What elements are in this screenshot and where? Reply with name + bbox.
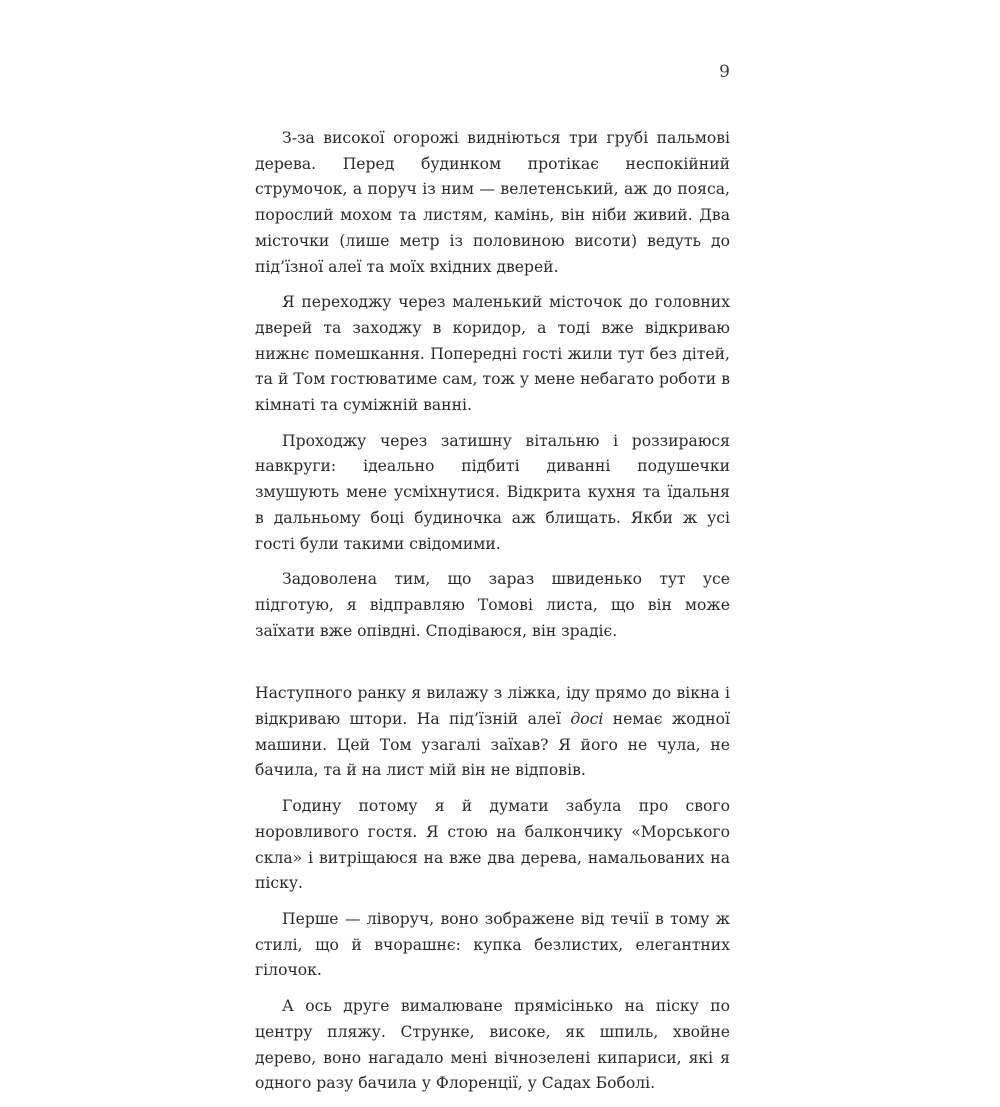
paragraph: Задоволена тим, що зараз швиденько тут усе підготую, я відправляю Томові листа, що він може заїхати вже опівдні. Сподіваюся, він зрадіє. (255, 570, 730, 640)
paragraph: Я переходжу через маленький місточок до головних дверей та заходжу в коридор, а тоді вже відкриваю нижнє помешкання. Попередні гості жили тут без дітей, та й Том гостюватиме сам, тож у мене небагато роботи в кімнаті та суміжній ванні. (255, 293, 730, 415)
body-text (255, 126, 730, 1107)
paragraph-scene-start (255, 681, 730, 784)
page-number: 9 (719, 62, 730, 82)
text-run: Наступного ранку я вилажу з ліжка, іду прямо до вікна і відкриваю штори. На під’їзній алеї (255, 684, 730, 729)
text-run: немає жодної машини. Цей Том узагалі заїхав? Я його не чула, не бачила, та й на лист мій він не відповів. (255, 710, 730, 780)
italic-text: досі (570, 710, 604, 729)
paragraph: Проходжу через затишну вітальню і роззираюся навкруги: ідеально підбиті диванні подушечки змушують мене усміхнутися. Відкрита кухня та їдальня в дальньому боці будиночка аж блищать. Якби ж усі гості були такими свідомими. (255, 431, 730, 553)
paragraph: Перше — ліворуч, воно зображене від течії в тому ж стилі, що й вчорашнє: купка безлистих, елегантних гілочок. (255, 909, 730, 980)
paragraph: А ось друге вималюване прямісінько на піску по центру пляжу. Струнке, високе, як шпиль, хвойне дерево, воно нагадало мені вічнозелені кипариси, які я одного разу бачила у Флоренції, у Садах Боболі. (255, 997, 730, 1093)
scene-break (255, 654, 730, 681)
paragraph: Годину потому я й думати забула про свого норовливого гостя. Я стою на балкончику «Морського скла» і витріщаюся на вже два дерева, намальованих на піску. (255, 797, 730, 893)
paragraph: З-за високої огорожі видніються три грубі пальмові дерева. Перед будинком протікає неспокійний струмочок, а поруч із ним — велетенський, аж до пояса, порослий мохом та листям, камінь, він ніби живий. Два місточки (лише метр із половиною висоти) ведуть до під’їзної алеї та моїх вхідних дверей. (255, 129, 730, 276)
